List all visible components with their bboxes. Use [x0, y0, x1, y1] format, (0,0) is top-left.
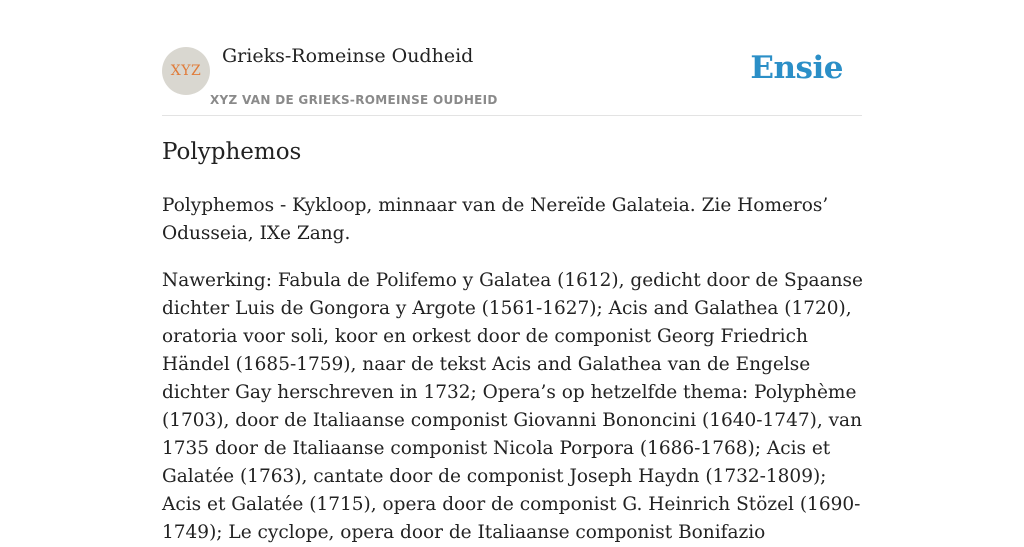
site-header — [162, 0, 862, 116]
article-paragraph: Nawerking: Fabula de Polifemo y Galatea (1612), gedicht door de Spaanse dichter Luis de Gongora y Argote (1561-1627); Acis and Galathea (1720), oratoria voor soli, koor en orkest door de componist Georg Friedrich Händel (1685-1759), naar de tekst Acis and Galathea van de Engelse dichter Gay herschreven in 1732; Opera’s op hetzelfde thema: Polyphème (1703), door de Italiaanse componist Giovanni Bononcini (1640-1747), van 1735 door de Italiaanse componist Nicola Porpora (1686-1768); Acis et Galatée (1763), cantate door de componist Joseph Haydn (1732-1809); Acis et Galatée (1715), opera door de componist G. Heinrich Stözel (1690-1749); Le cyclope, opera door de Italiaanse componist Bonifazio — [162, 270, 863, 543]
site-title[interactable]: Grieks-Romeinse Oudheid — [222, 45, 474, 67]
site-logo[interactable] — [162, 47, 210, 95]
content-container — [162, 0, 863, 543]
article-title: Polyphemos — [162, 139, 302, 165]
article-paragraph: Polyphemos - Kykloop, minnaar van de Nereïde Galateia. Zie Homeros’ Odusseia, IXe Zang. — [162, 195, 829, 244]
brand-logo-link[interactable]: Ensie — [750, 50, 843, 86]
logo-text: XYZ — [170, 63, 202, 79]
site-subtitle: XYZ VAN DE GRIEKS-ROMEINSE OUDHEID — [210, 93, 498, 107]
